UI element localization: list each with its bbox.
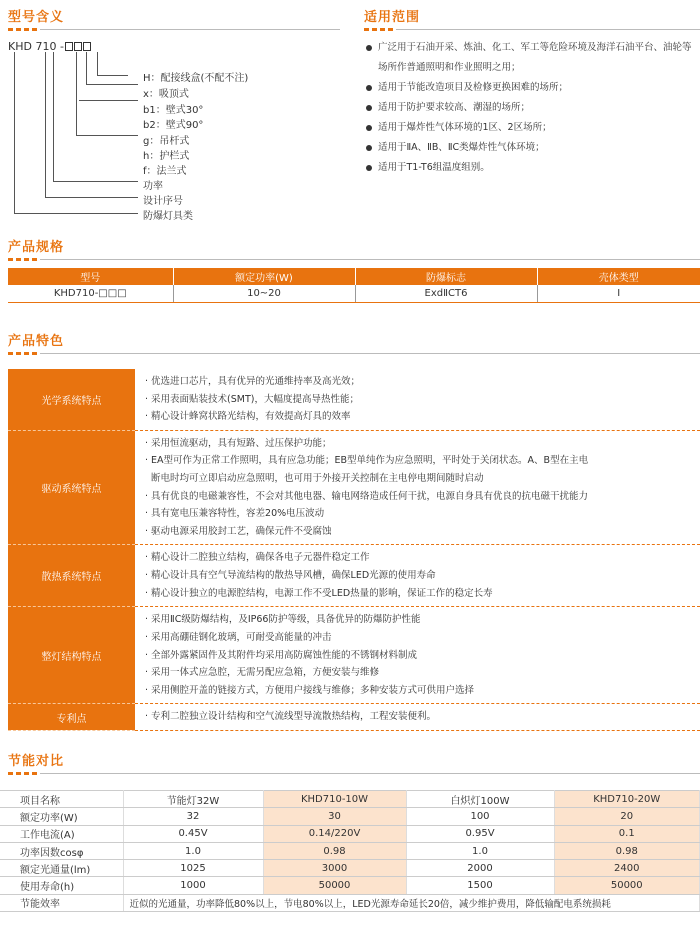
features-title: 产品特色 [8, 334, 65, 349]
table-cell: 功率因数cosφ [0, 842, 123, 859]
legend-item: 防爆灯具类 [143, 211, 193, 222]
feature-line: · 驱动电源采用胶封工艺，确保元件不受腐蚀 [145, 525, 332, 537]
list-item: 适用于ⅡA、ⅡB、ⅡC类爆炸性气体环境； [366, 138, 700, 158]
feature-body [135, 369, 700, 430]
table-cell: 1500 [406, 877, 554, 894]
feature-line: · 采用表面贴装技术(SMT)，大幅度提高导热性能； [145, 393, 359, 405]
table-header: 项目名称 [0, 791, 123, 808]
table-cell: 0.95V [406, 825, 554, 842]
divider [396, 29, 700, 30]
table-header: KHD710-10W [263, 791, 406, 808]
table-cell: KHD710-□□□ [8, 285, 173, 302]
feature-label: 驱动系统特点 [8, 430, 135, 545]
table-cell: 1000 [123, 877, 263, 894]
table-cell: 1025 [123, 860, 263, 877]
table-header: 额定功率(W) [173, 268, 355, 285]
feature-body [135, 607, 700, 704]
table-cell: 0.1 [554, 825, 700, 842]
divider [40, 353, 700, 354]
title-accent [364, 28, 394, 31]
list-item: 适用于爆炸性气体环境的1区、2区场所； [366, 118, 700, 138]
legend-item: b1：壁式30° [143, 105, 204, 116]
compare-table [0, 790, 700, 912]
table-header: 防爆标志 [355, 268, 537, 285]
table-cell: 节能效率 [0, 894, 123, 911]
feature-line: · 采用恒流驱动，具有短路、过压保护功能； [145, 437, 332, 449]
tree-line [97, 52, 128, 76]
legend-item: 功率 [143, 181, 163, 192]
feature-label: 光学系统特点 [8, 369, 135, 430]
table-cell: 3000 [263, 860, 406, 877]
feature-line: · 采用ⅡC级防爆结构，及IP66防护等级，具备优异的防爆防护性能 [145, 614, 421, 626]
table-cell: 额定功率(W) [0, 808, 123, 825]
feature-line: · EA型可作为正常工作照明，具有应急功能；EB型单纯作为应急照明，平时处于关闭状态。A、B型在主电 [145, 455, 589, 467]
features-table [8, 369, 700, 731]
table-cell: 0.98 [263, 842, 406, 859]
feature-line: · 精心设计独立的电源腔结构，电源工作不受LED热量的影响，保证工作的稳定长寿 [145, 587, 493, 599]
title-accent [8, 772, 38, 775]
table-header: 白炽灯100W [406, 791, 554, 808]
feature-label: 专利点 [8, 704, 135, 731]
legend-item: f：法兰式 [143, 166, 187, 177]
compare-title: 节能对比 [8, 754, 65, 769]
legend-item: 设计序号 [143, 196, 183, 207]
feature-line: · 采用高硼硅钢化玻璃，可耐受高能量的冲击 [145, 631, 332, 643]
model-meaning-title: 型号含义 [8, 10, 65, 25]
table-cell: 2000 [406, 860, 554, 877]
table-cell: Ⅰ [537, 285, 700, 302]
feature-line: · 具有优良的电磁兼容性，不会对其他电器、输电网络造成任何干扰，电源自身具有优良的抗电磁干扰能力 [145, 490, 589, 502]
table-cell: 32 [123, 808, 263, 825]
divider [40, 29, 340, 30]
table-cell: ExdⅡCT6 [355, 285, 537, 302]
feature-line: · 精心设计具有空气导流结构的散热导风槽，确保LED光源的使用寿命 [145, 570, 436, 582]
feature-line: · 具有宽电压兼容特性，容差20%电压波动 [145, 508, 325, 520]
table-cell: 近似的光通量，功率降低80%以上，节电80%以上，LED光源寿命延长20倍，减少维护费用，降低输配电系统损耗 [123, 894, 700, 911]
legend-item: H：配接线盒(不配不注) [143, 73, 249, 84]
spec-title: 产品规格 [8, 240, 65, 255]
legend-item: g：吊杆式 [143, 136, 190, 147]
feature-body [135, 430, 700, 545]
table-header: 节能灯32W [123, 791, 263, 808]
title-accent [8, 28, 38, 31]
legend-item: x：吸顶式 [143, 89, 189, 100]
table-cell: 50000 [554, 877, 700, 894]
table-cell: 10~20 [173, 285, 355, 302]
feature-line: · 优选进口芯片，具有优异的光通维持率及高光效； [145, 376, 361, 387]
list-item: 适用于T1-T6组温度组别。 [366, 158, 700, 178]
feature-line: · 采用一体式应急腔，无需另配应急箱，方便安装与维修 [145, 667, 380, 679]
table-cell: 0.45V [123, 825, 263, 842]
table-header: 壳体类型 [537, 268, 700, 285]
table-header: 型号 [8, 268, 173, 285]
table-cell: 100 [406, 808, 554, 825]
feature-label: 散热系统特点 [8, 545, 135, 607]
divider [40, 259, 700, 260]
title-accent [8, 352, 38, 355]
model-code: KHD 710 - [8, 40, 91, 53]
feature-line: · 精心设计二腔独立结构，确保各电子元器件稳定工作 [145, 552, 370, 564]
tree-line [79, 100, 138, 101]
feature-line: · 采用侧腔开盖的链接方式，方便用户接线与维修；多种安装方式可供用户选择 [145, 684, 475, 696]
feature-label: 整灯结构特点 [8, 607, 135, 704]
scope-title: 适用范围 [364, 10, 421, 25]
spec-table [8, 268, 700, 303]
feature-line: · 专利二腔独立设计结构和空气流线型导流散热结构，工程安装便利。 [145, 711, 437, 723]
list-item: 适用于节能改造项目及检修更换困难的场所； [366, 78, 700, 98]
table-header: KHD710-20W [554, 791, 700, 808]
title-accent [8, 258, 38, 261]
table-cell: 30 [263, 808, 406, 825]
list-item: 广泛用于石油开采、炼油、化工、军工等危险环境及海洋石油平台、油轮等场所作普通照明和作业照明之用； [366, 38, 700, 78]
divider [40, 773, 700, 774]
table-cell: 工作电流(A) [0, 825, 123, 842]
table-cell: 1.0 [406, 842, 554, 859]
table-cell: 0.14/220V [263, 825, 406, 842]
feature-body [135, 704, 700, 731]
table-cell: 2400 [554, 860, 700, 877]
feature-body [135, 545, 700, 607]
table-cell: 20 [554, 808, 700, 825]
list-item: 适用于防护要求较高、潮湿的场所； [366, 98, 700, 118]
scope-list [366, 38, 700, 178]
feature-line: · 全部外露紧固件及其附件均采用高防腐蚀性能的不锈钢材料制成 [145, 649, 418, 661]
table-cell: 额定光通量(lm) [0, 860, 123, 877]
table-cell: 1.0 [123, 842, 263, 859]
table-cell: 0.98 [554, 842, 700, 859]
legend-item: b2：壁式90° [143, 120, 204, 131]
legend-item: h：护栏式 [143, 151, 190, 162]
table-cell: 50000 [263, 877, 406, 894]
table-cell: 使用寿命(h) [0, 877, 123, 894]
feature-line: 断电时均可立即启动应急照明，也可用于外接开关控制在主电停电期间随时启动 [145, 472, 484, 484]
feature-line: · 精心设计蜂窝状路光结构，有效提高灯具的效率 [145, 411, 351, 423]
